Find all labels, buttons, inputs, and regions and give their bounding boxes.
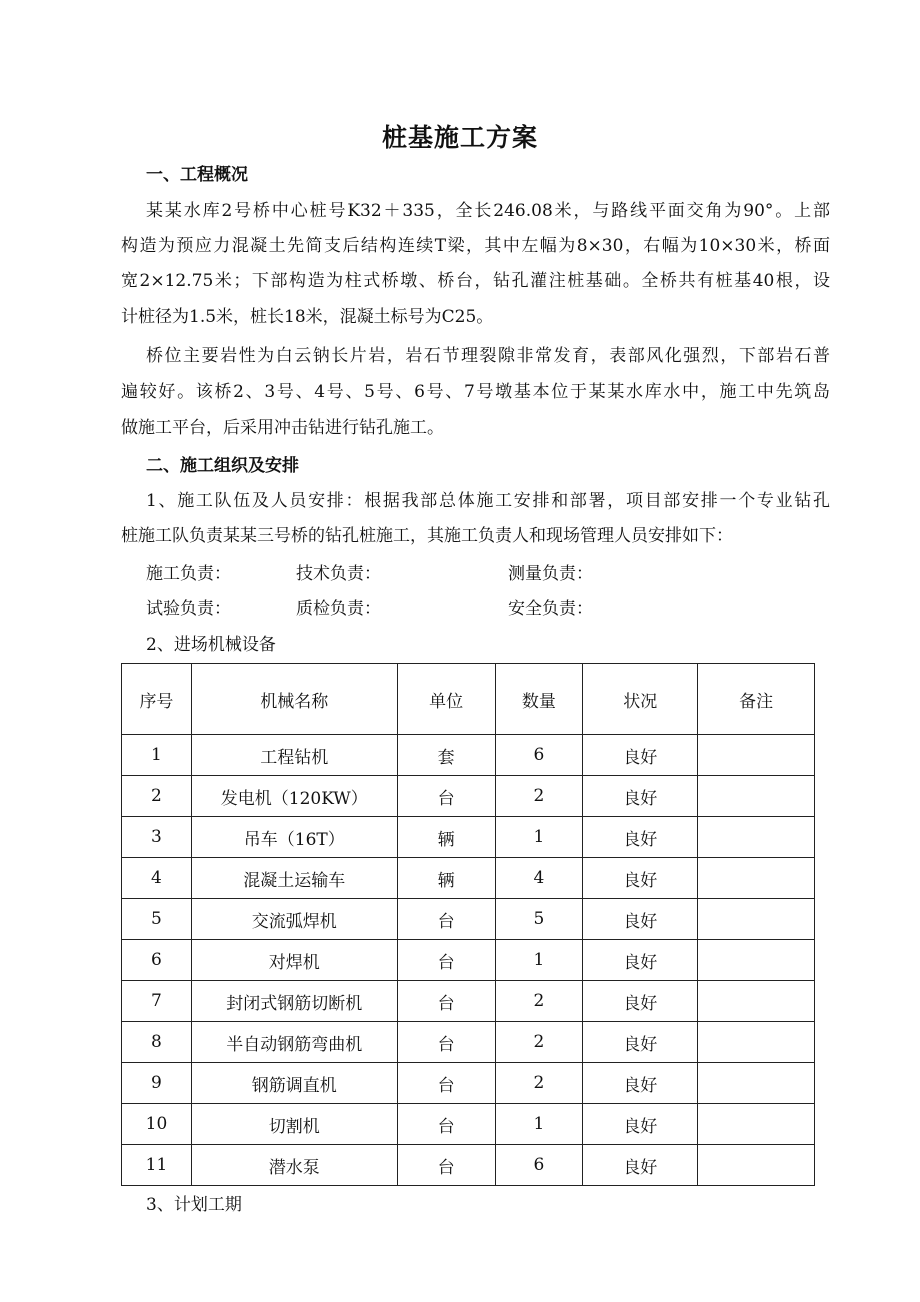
cell-condition: 良好 [583, 899, 698, 940]
cell-name: 潜水泵 [191, 1145, 397, 1186]
para2-line-2: 遍较好。该桥2、3号、4号、5号、6号、7号墩基本位于某某水库水中，施工中先筑岛 [121, 382, 830, 402]
table-row [122, 1063, 815, 1104]
table-row [122, 817, 815, 858]
header-unit: 单位 [397, 664, 495, 735]
cell-remarks [698, 1145, 815, 1186]
cell-condition: 良好 [583, 735, 698, 776]
cell-condition: 良好 [583, 776, 698, 817]
para2-line-1: 桥位主要岩性为白云钠长片岩，岩石节理裂隙非常发育，表部风化强烈，下部岩石普 [146, 346, 830, 366]
cell-quantity: 2 [495, 981, 583, 1022]
cell-remarks [698, 1104, 815, 1145]
cell-remarks [698, 858, 815, 899]
header-index: 序号 [122, 664, 192, 735]
para1-line-1: 某某水库2号桥中心桩号K32＋335，全长246.08米，与路线平面交角为90°。上部 [146, 201, 830, 221]
cell-remarks [698, 940, 815, 981]
cell-quantity: 6 [495, 1145, 583, 1186]
item2-heading: 2、进场机械设备 [146, 635, 276, 655]
para2-line-3: 做施工平台，后采用冲击钻进行钻孔施工。 [121, 418, 444, 438]
cell-remarks [698, 899, 815, 940]
cell-unit: 辆 [397, 858, 495, 899]
cell-index: 8 [122, 1022, 192, 1063]
section-1-heading: 一、工程概况 [146, 165, 248, 185]
header-name: 机械名称 [191, 664, 397, 735]
cell-name: 半自动钢筋弯曲机 [191, 1022, 397, 1063]
cell-quantity: 1 [495, 940, 583, 981]
cell-unit: 台 [397, 776, 495, 817]
cell-remarks [698, 776, 815, 817]
cell-quantity: 1 [495, 1104, 583, 1145]
cell-index: 1 [122, 735, 192, 776]
cell-unit: 台 [397, 899, 495, 940]
cell-condition: 良好 [583, 1104, 698, 1145]
table-row [122, 858, 815, 899]
cell-quantity: 2 [495, 1063, 583, 1104]
cell-condition: 良好 [583, 940, 698, 981]
header-condition: 状况 [583, 664, 698, 735]
item1-line-1: 1、施工队伍及人员安排：根据我部总体施工安排和部署，项目部安排一个专业钻孔 [146, 491, 830, 511]
cell-unit: 台 [397, 1145, 495, 1186]
table-row [122, 1104, 815, 1145]
cell-quantity: 5 [495, 899, 583, 940]
cell-index: 3 [122, 817, 192, 858]
cell-name: 工程钻机 [191, 735, 397, 776]
section-2-heading: 二、施工组织及安排 [146, 456, 299, 476]
table-row [122, 1145, 815, 1186]
table-row [122, 981, 815, 1022]
header-quantity: 数量 [495, 664, 583, 735]
cell-unit: 套 [397, 735, 495, 776]
equipment-table [121, 663, 815, 1186]
role-testing: 试验负责： [146, 599, 231, 619]
table-row [122, 1022, 815, 1063]
cell-index: 11 [122, 1145, 192, 1186]
cell-unit: 台 [397, 981, 495, 1022]
cell-unit: 台 [397, 1063, 495, 1104]
cell-unit: 辆 [397, 817, 495, 858]
cell-name: 交流弧焊机 [191, 899, 397, 940]
cell-quantity: 1 [495, 817, 583, 858]
cell-unit: 台 [397, 1022, 495, 1063]
cell-remarks [698, 1063, 815, 1104]
cell-remarks [698, 735, 815, 776]
cell-quantity: 2 [495, 776, 583, 817]
cell-unit: 台 [397, 1104, 495, 1145]
cell-remarks [698, 1022, 815, 1063]
cell-name: 吊车（16T） [191, 817, 397, 858]
table-row [122, 776, 815, 817]
para1-line-2: 构造为预应力混凝土先简支后结构连续T梁，其中左幅为8×30，右幅为10×30米，桥面 [121, 236, 830, 256]
cell-condition: 良好 [583, 981, 698, 1022]
role-technical: 技术负责： [296, 564, 381, 584]
table-body [122, 735, 815, 1186]
role-quality: 质检负责： [296, 599, 381, 619]
cell-name: 封闭式钢筋切断机 [191, 981, 397, 1022]
cell-quantity: 4 [495, 858, 583, 899]
cell-name: 钢筋调直机 [191, 1063, 397, 1104]
cell-name: 混凝土运输车 [191, 858, 397, 899]
para1-line-3: 宽2×12.75米；下部构造为柱式桥墩、桥台，钻孔灌注桩基础。全桥共有桩基40根，设 [121, 271, 830, 291]
cell-name: 发电机（120KW） [191, 776, 397, 817]
cell-index: 4 [122, 858, 192, 899]
cell-condition: 良好 [583, 858, 698, 899]
role-survey: 测量负责： [508, 564, 593, 584]
cell-index: 9 [122, 1063, 192, 1104]
cell-quantity: 2 [495, 1022, 583, 1063]
table-row [122, 940, 815, 981]
cell-condition: 良好 [583, 1063, 698, 1104]
cell-remarks [698, 981, 815, 1022]
table-row [122, 735, 815, 776]
cell-name: 对焊机 [191, 940, 397, 981]
cell-quantity: 6 [495, 735, 583, 776]
cell-condition: 良好 [583, 817, 698, 858]
table-header-row [122, 664, 815, 735]
item3-heading: 3、计划工期 [146, 1195, 242, 1215]
cell-name: 切割机 [191, 1104, 397, 1145]
cell-condition: 良好 [583, 1145, 698, 1186]
cell-index: 5 [122, 899, 192, 940]
page-title: 桩基施工方案 [381, 123, 538, 152]
cell-unit: 台 [397, 940, 495, 981]
header-remarks: 备注 [698, 664, 815, 735]
role-construction: 施工负责： [146, 564, 231, 584]
cell-index: 10 [122, 1104, 192, 1145]
cell-index: 2 [122, 776, 192, 817]
role-safety: 安全负责： [508, 599, 593, 619]
cell-index: 6 [122, 940, 192, 981]
cell-condition: 良好 [583, 1022, 698, 1063]
cell-remarks [698, 817, 815, 858]
cell-index: 7 [122, 981, 192, 1022]
para1-line-4: 计桩径为1.5米，桩长18米，混凝土标号为C25。 [121, 307, 494, 327]
item1-line-2: 桩施工队负责某某三号桥的钻孔桩施工，其施工负责人和现场管理人员安排如下： [121, 526, 733, 546]
table-row [122, 899, 815, 940]
